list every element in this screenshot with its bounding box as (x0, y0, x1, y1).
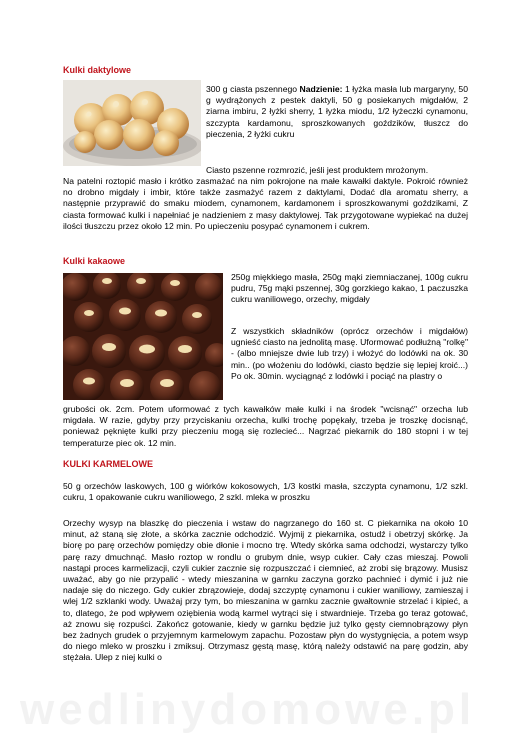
cocoa-balls-photo (63, 273, 223, 400)
ingredients-dough: 300 g ciasta pszennego (206, 84, 300, 94)
recipe-1-ingredients (206, 84, 468, 140)
recipe-title-kulki-karmelowe: KULKI KARMELOWE (63, 459, 153, 469)
recipe-2-ingredients: 250g miękkiego masła, 250g mąki ziemniaczanej, 100g cukru pudru, 75g mąki pszennej, 30g gorzkiego kakao, 1 paczuszka cukru waniliowego, orzechy, migdały (231, 272, 468, 305)
recipe-1-method: Na patelni roztopić masło i krótko zasmażać na nim pokrojone na małe kawałki daktyle. Pokroić również no drobno migdały i imbir, które także zasmażyć razem z daktylami, Dodać dla aromatu sherry, a następnie przyprawić do smaku miodem, cynamonem, kardamonem i sproszkowanymi goździkami, Z ciasta formować kulki i napełniać je nadzieniem z masy daktylowej. Tak przygotowane wypiekać na dużej ilości tłuszczu przez około 12 min. Po upieczeniu posypać cynamonem i cukrem. (63, 176, 468, 231)
recipe-2-method-intro: Z wszystkich składników (oprócz orzechów i migdałów) ugnieść ciasto na jednolitą masę. Uformować podłużną "rolkę" - (albo mniejsze dwie lub trzy) i włożyć do lodówki na ok. 30 min.. (po włożeniu do lodówki, ciasto będzie się lepiej kroić...) Po ok. 30min. wyciągnąć z lodówki i pociąć na plastry o (231, 326, 468, 381)
recipe-3-method: Orzechy wysyp na blaszkę do pieczenia i wstaw do nagrzanego do 160 st. C piekarnika na około 10 minut, aż staną się złote, a skórka zacznie odchodzić. Wyjmij z piekarnika, ostudź i obetrzyj skórkę. Ja biorę po parę orzechów pomiędzy obie dłonie i mocno trę. Wtedy skórka sama odchodzi, wystarczy tylko parę razy dmuchnąć. Masło roztop w rondlu o grubym dnie, wsyp cukier. Cały czas mieszaj. Powoli nastąpi proces karmelizacji, czyli cukier zacznie się rozpuszczać i ciemnieć, aż zrobi się brązowy. Musisz uważać, aby go nie przypalić - wtedy mieszanina w garnku zaczyna gorzko pachnieć i dymić i już nie nadaje się do niczego. Gdy cukier zbrązowieje, dodaj szczyptę cynamonu i cukier waniliowy, zamieszaj i wlej 1/2 szklanki wody. Uważaj przy tym, bo mieszanina w garnku zacznie gwałtownie strzelać i kipieć, a to, dlatego, że pod wpływem oziębienia wodą karmel wytrąci się i stwardnieje. Trzeba go teraz gotować, aż znowu się rozpuści. Zakończ gotowanie, kiedy w garnku będzie już tylko gęsty ciemnobrązowy płyn bez żadnych grudek o przyjemnym karmelowym zapachu. Pozostaw płyn do wystygnięcia, a potem wsyp do niego mleko w proszku i zmiksuj. Otrzymasz gęstą masę, którą należy odstawić na parę godzin, aby stężała. Ulep z niej kulki o (63, 518, 468, 663)
date-balls-photo (63, 80, 201, 166)
recipe-title-kulki-kakaowe: Kulki kakaowe (63, 256, 126, 266)
recipe-2-method: grubości ok. 2cm. Potem uformować z tych kawałków małe kulki i na środek "wcisnąć" orzecha lub migdała. W razie, gdyby przy przyciskaniu orzecha, kulki trochę popękały, trzeba je troszkę docisnąć, ponieważ pęknięte kulki przy pieczeniu mogą się rozlecieć... Nagrzać piekarnik do 180 stopni i w tej temperaturze piec ok. 12 min. (63, 404, 468, 448)
watermark: wedlinydomowe.pl (20, 685, 476, 734)
recipe-title-kulki-daktylowe: Kulki daktylowe (63, 65, 132, 75)
filling-label: Nadzienie: (299, 84, 343, 94)
date-balls-image (63, 80, 201, 166)
cocoa-balls-image (63, 273, 223, 400)
recipe-3-ingredients: 50 g orzechów laskowych, 100 g wiórków kokosowych, 1/3 kostki masła, szczypta cynamonu, 1/2 szkl. cukru, 1 opakowanie cukru waniliowego, 2 szkl. mleka w proszku (63, 481, 468, 503)
filling-ingredients: 1 łyżka masła lub margaryny, 50 g wydrążonych z pestek daktyli, 50 g posiekanych migdałów, 2 ziarna imbiru, 2 łyżki sherry, 1 łyżka miodu, 1/2 łyżeczki cynamonu, szczypta kardamonu, sproszkowanych goździków, tłuszcz do pieczenia, 2 łyżki cukru (206, 84, 468, 139)
recipe-1-method-intro: Ciasto pszenne rozmrozić, jeśli jest produktem mrożonym. (206, 165, 429, 175)
